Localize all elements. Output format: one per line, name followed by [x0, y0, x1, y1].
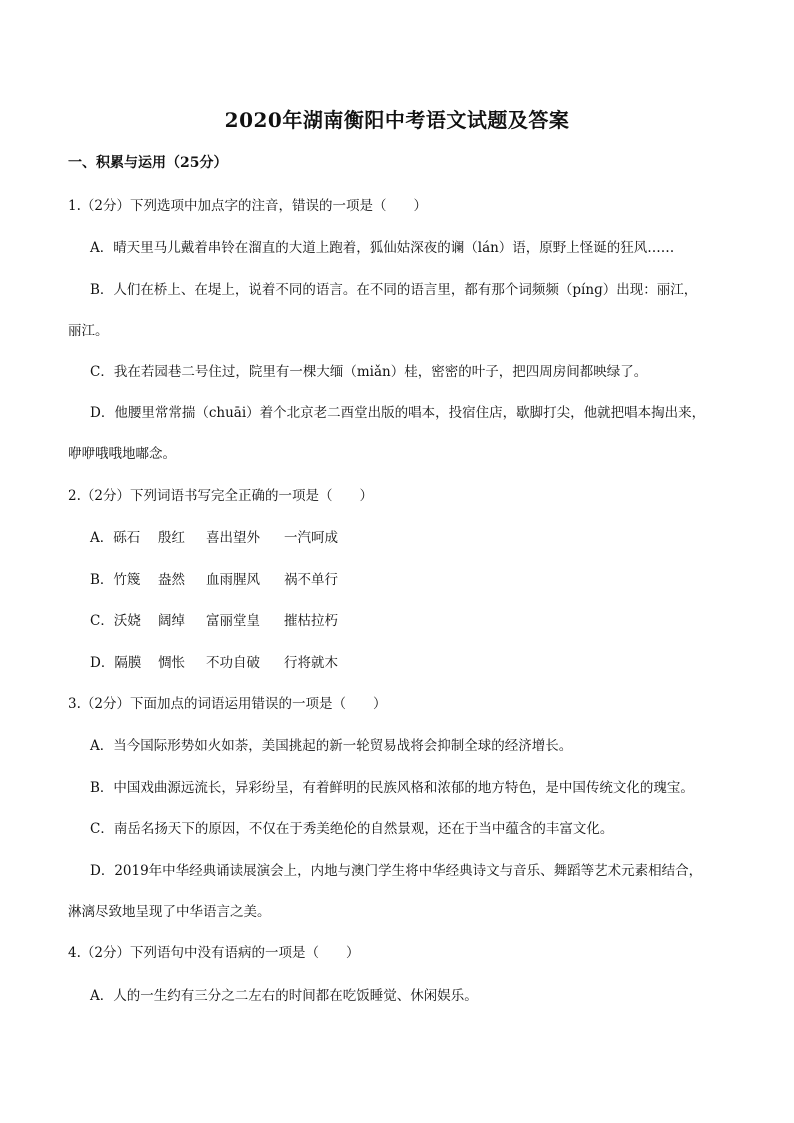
- question-1-option-d: D．他腰里常常揣（chuāi）着个北京老二酉堂出版的唱本，投宿住店，歇脚打尖，他就把唱本掏出来，: [90, 405, 706, 421]
- option-word: 殷红: [158, 530, 185, 546]
- question-3-stem: 3.（2分）下面加点的词语运用错误的一项是（ ）: [68, 696, 387, 712]
- question-3-option-a: A．当今国际形势如火如荼，美国挑起的新一轮贸易战将会抑制全球的经济增长。: [90, 738, 573, 754]
- page-title: 2020年湖南衡阳中考语文试题及答案: [224, 108, 570, 132]
- question-4-stem: 4.（2分）下列语句中没有语病的一项是（ ）: [68, 945, 360, 961]
- option-word: 行将就木: [284, 655, 338, 671]
- option-word: 惆怅: [158, 655, 185, 671]
- question-1-option-b: B．人们在桥上、在堤上，说着不同的语言。在不同的语言里，都有那个词频频（pínɡ）出现：丽江，: [90, 282, 698, 298]
- question-4-option-a: A．人的一生约有三分之二左右的时间都在吃饭睡觉、休闲娱乐。: [90, 988, 478, 1004]
- question-1-option-d-continued: 咿咿哦哦地嘟念。: [68, 446, 176, 462]
- question-2-stem: 2.（2分）下列词语书写完全正确的一项是（ ）: [68, 488, 373, 504]
- option-word: C．沃娆: [90, 613, 141, 629]
- question-1-option-c: C．我在若园巷二号住过，院里有一棵大缅（miǎn）桂，密密的叶子，把四周房间都映绿了。: [90, 364, 648, 380]
- question-3-option-d: D．2019年中华经典诵读展演会上，内地与澳门学生将中华经典诗文与音乐、舞蹈等艺术元素相结合，: [90, 863, 703, 879]
- option-word: 祸不单行: [284, 572, 338, 588]
- question-2-option-c: [90, 609, 338, 629]
- question-2-option-a: [90, 526, 338, 546]
- option-word: 摧枯拉朽: [284, 613, 338, 629]
- option-word: A．砾石: [90, 530, 141, 546]
- option-word: 不功自破: [206, 655, 260, 671]
- option-word: 盎然: [158, 572, 185, 588]
- option-word: 血雨腥风: [206, 572, 260, 588]
- question-3-option-c: C．南岳名扬天下的原因，不仅在于秀美绝伦的自然景观，还在于当中蕴含的丰富文化。: [90, 821, 614, 837]
- question-3-option-d-continued: 淋漓尽致地呈现了中华语言之美。: [68, 904, 271, 920]
- option-word: D．隔膜: [90, 655, 142, 671]
- option-word: 富丽堂皇: [206, 613, 260, 629]
- option-word: B．竹篾: [90, 572, 141, 588]
- section-heading: 一、积累与运用（25分）: [68, 155, 228, 171]
- question-2-option-b: [90, 568, 338, 588]
- question-3-option-b: B．中国戏曲源远流长，异彩纷呈，有着鲜明的民族风格和浓郁的地方特色，是中国传统文化的瑰宝。: [90, 780, 694, 796]
- option-word: 一汽呵成: [284, 530, 338, 546]
- question-1-stem: 1.（2分）下列选项中加点字的注音，错误的一项是（ ）: [68, 198, 427, 214]
- question-1-option-a: A．晴天里马儿戴着串铃在溜直的大道上跑着，狐仙姑深夜的谰（lán）语，原野上怪诞的狂风……: [90, 240, 675, 256]
- option-word: 阔绰: [158, 613, 185, 629]
- option-word: 喜出望外: [206, 530, 260, 546]
- question-2-option-d: [90, 651, 338, 671]
- question-1-option-b-continued: 丽江。: [68, 323, 109, 339]
